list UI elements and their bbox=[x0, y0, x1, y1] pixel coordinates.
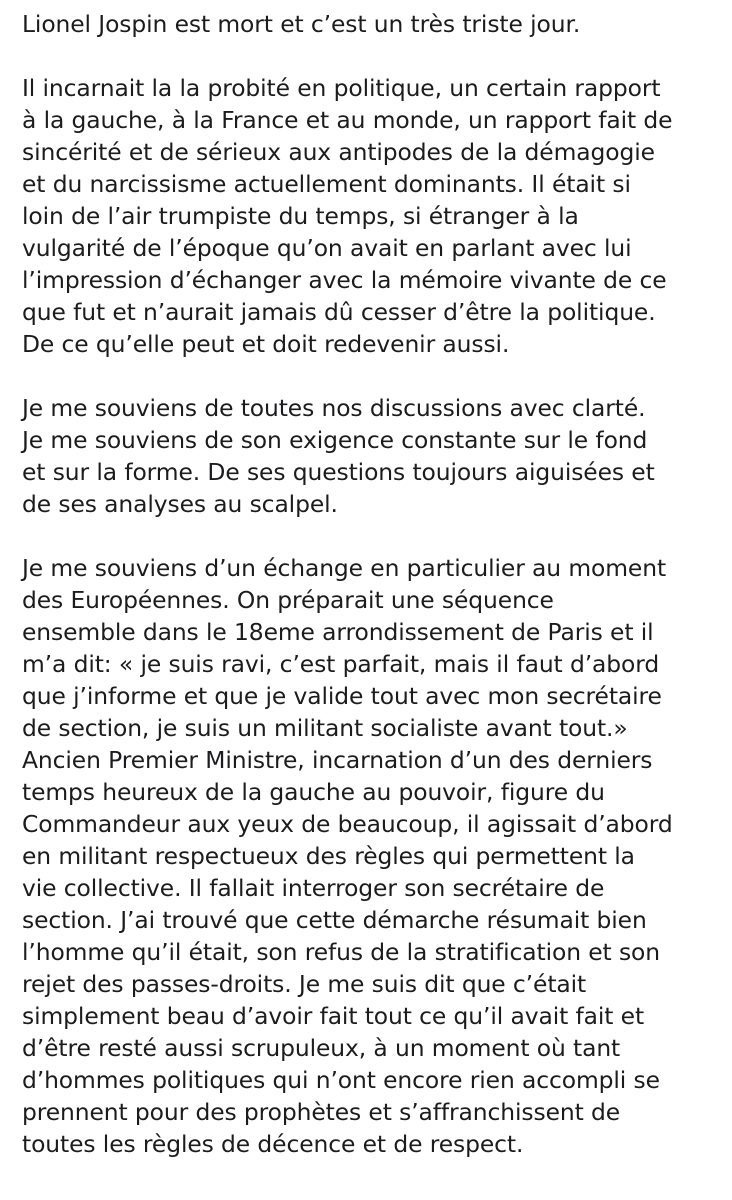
text-line: l’impression d’échanger avec la mémoire vivante de ce bbox=[22, 266, 667, 294]
text-line: vulgarité de l’époque qu’on avait en parlant avec lui bbox=[22, 234, 632, 262]
document-body bbox=[22, 8, 732, 1192]
paragraph-3 bbox=[22, 392, 732, 520]
text-line: d’être resté aussi scrupuleux, à un moment où tant bbox=[22, 1034, 621, 1062]
text-line: sincérité et de sérieux aux antipodes de la démagogie bbox=[22, 138, 655, 166]
text-line: Il incarnait la la probité en politique, un certain rapport bbox=[22, 74, 661, 102]
text-line: simplement beau d’avoir fait tout ce qu’il avait fait et bbox=[22, 1002, 645, 1030]
text-line: m’a dit: « je suis ravi, c’est parfait, mais il faut d’abord bbox=[22, 650, 660, 678]
text-line: Commandeur aux yeux de beaucoup, il agissait d’abord bbox=[22, 810, 673, 838]
text-line: temps heureux de la gauche au pouvoir, figure du bbox=[22, 778, 605, 806]
text-line: vie collective. Il fallait interroger son secrétaire de bbox=[22, 874, 605, 902]
text-line: rejet des passes-droits. Je me suis dit que c’était bbox=[22, 970, 587, 998]
paragraph-1 bbox=[22, 8, 732, 40]
text-line: prennent pour des prophètes et s’affranchissent de bbox=[22, 1098, 621, 1126]
text-line: et sur la forme. De ses questions toujours aiguisées et bbox=[22, 458, 655, 486]
text-line: que fut et n’aurait jamais dû cesser d’être la politique. bbox=[22, 298, 656, 326]
text-line: que j’informe et que je valide tout avec mon secrétaire bbox=[22, 682, 662, 710]
text-line: ensemble dans le 18eme arrondissement de Paris et il bbox=[22, 618, 654, 646]
text-line: de ses analyses au scalpel. bbox=[22, 490, 338, 518]
text-line: Lionel Jospin est mort et c’est un très triste jour. bbox=[22, 10, 581, 38]
text-line: l’homme qu’il était, son refus de la stratification et son bbox=[22, 938, 660, 966]
text-line: d’hommes politiques qui n’ont encore rien accompli se bbox=[22, 1066, 660, 1094]
text-line: de section, je suis un militant socialiste avant tout.» bbox=[22, 714, 628, 742]
text-line: Je me souviens de toutes nos discussions avec clarté. bbox=[22, 394, 646, 422]
text-line: Je me souviens de son exigence constante sur le fond bbox=[22, 426, 648, 454]
text-line: section. J’ai trouvé que cette démarche résumait bien bbox=[22, 906, 647, 934]
text-line: à la gauche, à la France et au monde, un rapport fait de bbox=[22, 106, 673, 134]
text-line: loin de l’air trumpiste du temps, si étranger à la bbox=[22, 202, 579, 230]
paragraph-2 bbox=[22, 72, 732, 360]
paragraph-4 bbox=[22, 552, 732, 1160]
text-line: des Européennes. On préparait une séquence bbox=[22, 586, 554, 614]
text-line: Je me souviens d’un échange en particulier au moment bbox=[22, 554, 667, 582]
text-line: De ce qu’elle peut et doit redevenir aussi. bbox=[22, 330, 510, 358]
text-line: Ancien Premier Ministre, incarnation d’un des derniers bbox=[22, 746, 653, 774]
text-line: en militant respectueux des règles qui permettent la bbox=[22, 842, 635, 870]
text-line: toutes les règles de décence et de respect. bbox=[22, 1130, 524, 1158]
text-line: et du narcissisme actuellement dominants. Il était si bbox=[22, 170, 631, 198]
